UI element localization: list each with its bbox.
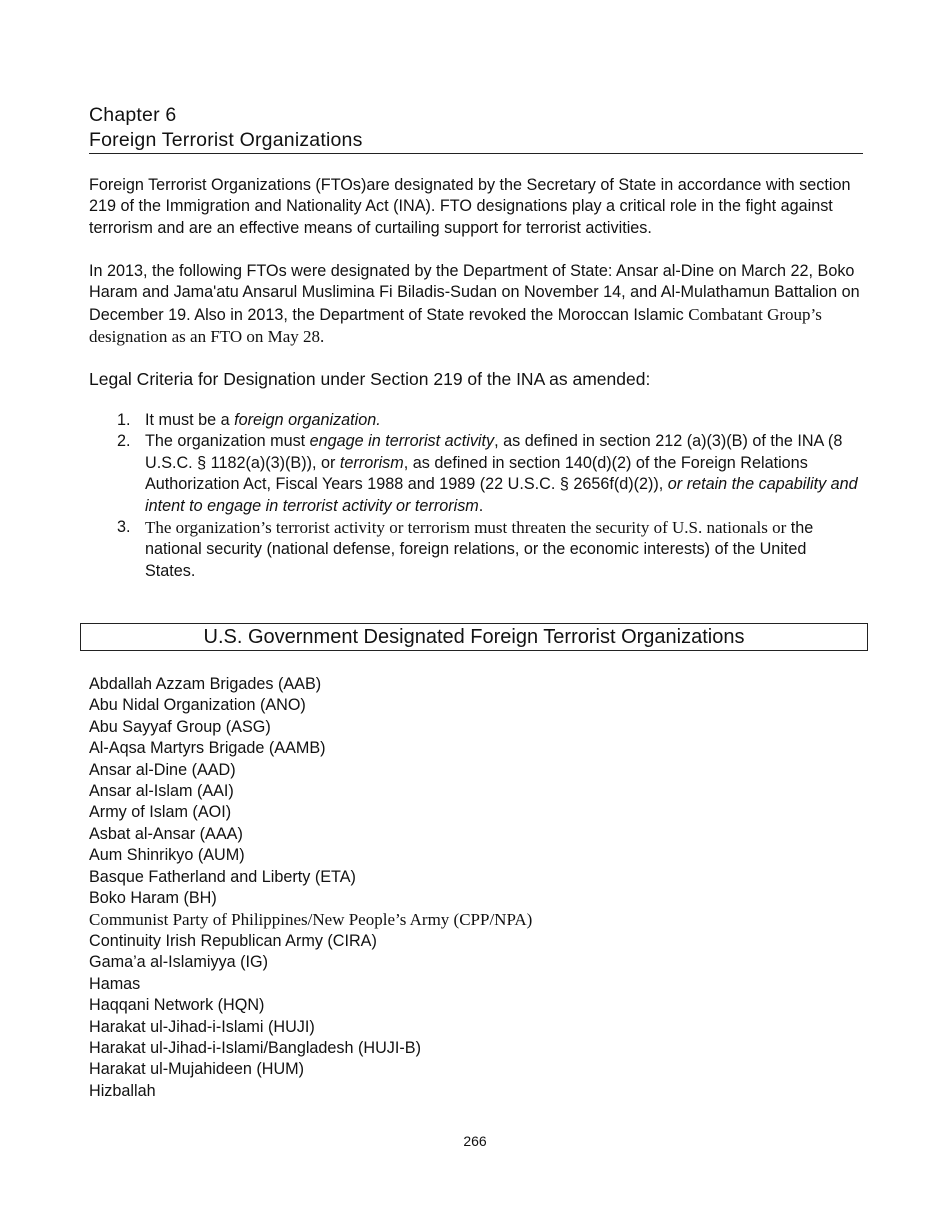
organization-item: Ansar al-Dine (AAD) <box>89 760 236 779</box>
criteria-item-text: the national security (national defense, foreign relations, or the economic interests) of the United States. <box>145 519 814 580</box>
criteria-item-text: , as defined in section 140(d)(2) of the Foreign Relations Authorization Act, Fiscal Years 1988 and 1989 (22 U.S.C. § 2656f(d)(2)), <box>145 453 808 494</box>
organization-item: Abu Nidal Organization (ANO) <box>89 696 306 715</box>
criteria-item-text: . <box>478 496 484 515</box>
organization-item: Abdallah Azzam Brigades (AAB) <box>89 675 322 693</box>
organization-list <box>89 674 532 1102</box>
page-number: 266 <box>463 1133 487 1149</box>
organization-item: Aum Shinrikyo (AUM) <box>89 846 245 865</box>
organization-item: Army of Islam (AOI) <box>89 803 232 822</box>
criteria-item-number: 2. <box>117 432 131 451</box>
criteria-item <box>117 517 859 582</box>
criteria-heading: Legal Criteria for Designation under Section 219 of the INA as amended: <box>89 369 651 389</box>
chapter-divider <box>89 153 863 154</box>
organization-item: Harakat ul-Mujahideen (HUM) <box>89 1060 305 1079</box>
intro-paragraph-2-tail: Combatant Group’s designation as an FTO on May 28. <box>89 304 822 347</box>
organization-item: Harakat ul-Jihad-i-Islami (HUJI) <box>89 1017 315 1036</box>
criteria-item-text: It must be a <box>145 411 235 429</box>
fto-list-banner: U.S. Government Designated Foreign Terrorist Organizations <box>80 623 868 651</box>
organization-item: Ansar al-Islam (AAI) <box>89 782 234 801</box>
criteria-item <box>117 410 859 431</box>
criteria-item <box>117 431 859 517</box>
intro-paragraph-1: Foreign Terrorist Organizations (FTOs)are designated by the Secretary of State in accordance with section 219 of the Immigration and Nationality Act (INA). FTO designations play a critical role in the fight against terrorism and are an effective means of curtailing support for terrorist activities. <box>89 176 851 237</box>
chapter-number: Chapter 6 <box>89 104 177 126</box>
chapter-header <box>89 103 863 153</box>
criteria-item-emphasis: terrorism <box>339 453 404 472</box>
organization-item: Haqqani Network (HQN) <box>89 996 265 1015</box>
criteria-list <box>89 410 859 582</box>
organization-item: Boko Haram (BH) <box>89 889 217 908</box>
criteria-item-number: 1. <box>117 411 131 429</box>
organization-item: Continuity Irish Republican Army (CIRA) <box>89 931 377 950</box>
criteria-item-emphasis: engage in terrorist activity <box>309 432 495 451</box>
criteria-item-emphasis: foreign organization. <box>234 411 381 429</box>
criteria-item-number: 3. <box>117 518 131 537</box>
organization-item: Asbat al-Ansar (AAA) <box>89 824 243 843</box>
organization-item: Hamas <box>89 974 141 993</box>
organization-item: Communist Party of Philippines/New People’s Army (CPP/NPA) <box>89 910 533 930</box>
organization-item: Hizballah <box>89 1081 156 1100</box>
intro-paragraph-2-main: In 2013, the following FTOs were designated by the Department of State: Ansar al-Dine on March 22, Boko Haram and Jama'atu Ansarul Muslimina Fi Biladis-Sudan on November 14, and Al-Mulathamun Battalion on December 19. Also in 2013, the Department of State revoked the Moroccan Islamic <box>89 262 860 324</box>
organization-item: Basque Fatherland and Liberty (ETA) <box>89 867 356 886</box>
chapter-title: Foreign Terrorist Organizations <box>89 129 363 151</box>
criteria-item-text: The organization must <box>145 432 310 451</box>
criteria-item-text: , as defined in section 212 (a)(3)(B) of the INA (8 U.S.C. § 1182(a)(3)(B)), or <box>145 432 843 472</box>
organization-item: Harakat ul-Jihad-i-Islami/Bangladesh (HUJI-B) <box>89 1038 421 1057</box>
criteria-item-emphasis: or retain the capability and intent to engage in terrorist activity or terrorism <box>145 475 858 515</box>
criteria-item-text: The organization’s terrorist activity or terrorism must threaten the security of U.S. nationals or <box>145 518 787 538</box>
organization-item: Gama’a al-Islamiyya (IG) <box>89 953 268 972</box>
intro-paragraph-2 <box>89 261 861 349</box>
organization-item: Abu Sayyaf Group (ASG) <box>89 717 271 736</box>
organization-item: Al-Aqsa Martyrs Brigade (AAMB) <box>89 739 326 758</box>
